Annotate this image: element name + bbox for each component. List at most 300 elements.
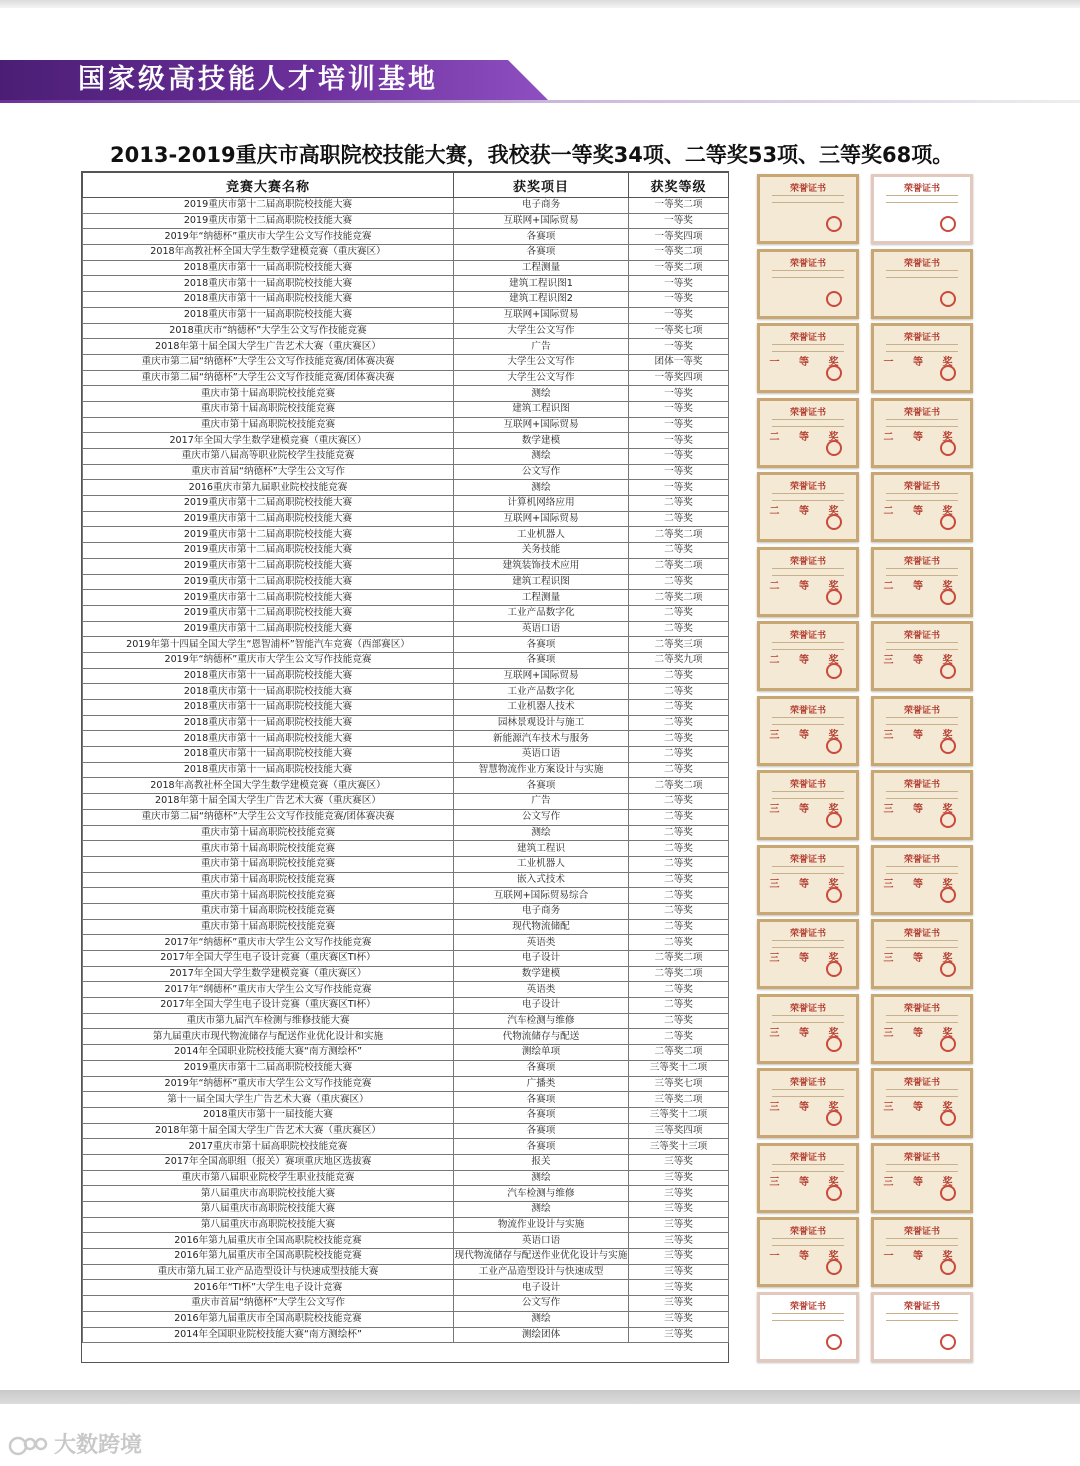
cell-competition-name: 2019重庆市第十二届高职院校技能大赛 [83,574,454,590]
certificate-title: 荣誉证书 [789,705,826,716]
cell-award-level: 一等奖 [629,386,729,402]
cell-award-level: 二等奖 [629,1013,729,1029]
certificate-prize: 一 等 奖 [883,1251,961,1263]
page-headline: 2013-2019重庆市高职院校技能大赛，我校获一等奖34项、二等奖53项、三等奖68项。 [110,143,954,167]
cell-award-level: 三等奖七项 [629,1076,729,1092]
cell-competition-name: 2018年高教社杯全国大学生数学建模竞赛（重庆赛区） [83,778,454,794]
cell-competition-name: 2018重庆市第十一届技能大赛 [83,1107,454,1123]
certificate-thumbnail [871,1292,973,1362]
cell-competition-name: 2019年“纳德杯”重庆市大学生公文写作技能竞赛 [83,652,454,668]
certificate-text-lines [772,344,844,352]
certificate-text-lines [886,344,958,352]
cell-competition-name: 重庆市第十届高职院校技能竞赛 [83,825,454,841]
certificate-prize: 一 等 奖 [769,357,847,369]
certificate-text-lines [772,717,844,725]
certificate-thumbnail [757,696,859,766]
table-row [83,731,729,747]
cell-award-level: 二等奖 [629,794,729,810]
certificate-prize: 三 等 奖 [883,655,961,667]
cell-award-project: 互联网+国际贸易 [454,213,629,229]
cell-award-level: 三等奖 [629,1249,729,1265]
cell-award-project: 各赛项 [454,245,629,261]
awards-table-container [81,171,729,1363]
certificate-thumbnail [871,472,973,542]
cell-award-level: 二等奖 [629,747,729,763]
cell-competition-name: 重庆市第十届高职院校技能竞赛 [83,919,454,935]
table-row [83,1045,729,1061]
cell-competition-name: 第八届重庆市高职院校技能大赛 [83,1217,454,1233]
table-row [83,700,729,716]
cell-award-project: 公文写作 [454,1296,629,1312]
table-row [83,966,729,982]
seal-icon [826,812,842,828]
cell-award-level: 一等奖 [629,464,729,480]
certificate-text-lines [772,195,844,203]
seal-icon [940,216,956,232]
cell-award-project: 工业产品造型设计与快速成型 [454,1264,629,1280]
table-row [83,1029,729,1045]
certificate-thumbnail [871,845,973,915]
cell-competition-name: 2019年“纳德杯”重庆市大学生公文写作技能竞赛 [83,229,454,245]
cell-award-level: 二等奖 [629,762,729,778]
certificate-thumbnail [757,621,859,691]
table-row [83,1264,729,1280]
table-row [83,464,729,480]
cell-award-level: 三等奖 [629,1202,729,1218]
cell-award-level: 二等奖 [629,543,729,559]
cell-competition-name: 2018重庆市第十一届高职院校技能大赛 [83,762,454,778]
cell-award-level: 三等奖 [629,1217,729,1233]
cell-award-level: 三等奖四项 [629,1123,729,1139]
cell-competition-name: 2019重庆市第十二届高职院校技能大赛 [83,1060,454,1076]
cell-award-project: 各赛项 [454,778,629,794]
table-row [83,480,729,496]
certificate-thumbnail [757,547,859,617]
cell-competition-name: 2019重庆市第十二届高职院校技能大赛 [83,198,454,214]
cell-award-project: 互联网+国际贸易 [454,511,629,527]
seal-icon [940,812,956,828]
certificate-title: 荣誉证书 [903,1301,940,1312]
table-row [83,841,729,857]
table-row [83,1170,729,1186]
cell-competition-name: 2014年全国职业院校技能大赛“南方测绘杯” [83,1045,454,1061]
certificate-text-lines [772,270,844,278]
cell-competition-name: 2018年第十届全国大学生广告艺术大赛（重庆赛区） [83,794,454,810]
table-row [83,778,729,794]
certificate-title: 荣誉证书 [789,1227,826,1238]
certificate-thumbnail [757,994,859,1064]
cell-award-project: 英语类 [454,982,629,998]
cell-competition-name: 2019年“纳德杯”重庆市大学生公文写作技能竞赛 [83,1076,454,1092]
certificate-prize: 三 等 奖 [883,1102,961,1114]
table-row [83,1217,729,1233]
cell-award-project: 各赛项 [454,1123,629,1139]
certificate-text-lines [772,642,844,650]
cell-award-level: 二等奖二项 [629,1045,729,1061]
table-row [83,354,729,370]
cell-competition-name: 第八届重庆市高职院校技能大赛 [83,1202,454,1218]
cell-award-project: 现代物流储存与配送作业优化设计与实施 [454,1249,629,1265]
cell-award-level: 三等奖 [629,1264,729,1280]
cell-award-project: 公文写作 [454,809,629,825]
certificate-thumbnail [757,845,859,915]
certificate-thumbnail [757,770,859,840]
cell-competition-name: 重庆市第二届“纳德杯”大学生公文写作技能竞赛/团体赛决赛 [83,354,454,370]
cell-award-level: 三等奖 [629,1280,729,1296]
certificate-text-lines [886,791,958,799]
table-row [83,794,729,810]
cell-award-level: 二等奖九项 [629,652,729,668]
certificate-thumbnail [871,547,973,617]
table-row [83,1060,729,1076]
seal-icon [940,1110,956,1126]
cell-award-level: 二等奖 [629,919,729,935]
cell-competition-name: 2017年全国大学生数学建模竞赛（重庆赛区） [83,966,454,982]
cell-award-project: 数学建模 [454,966,629,982]
cell-award-level: 二等奖 [629,998,729,1014]
cell-competition-name: 2017重庆市第十届高职院校技能竞赛 [83,1139,454,1155]
table-row [83,1202,729,1218]
cell-award-project: 建筑工程识图1 [454,276,629,292]
cell-competition-name: 重庆市第十届高职院校技能竞赛 [83,903,454,919]
top-edge [0,0,1080,8]
certificate-prize: 二 等 奖 [769,655,847,667]
cell-competition-name: 重庆市第十届高职院校技能竞赛 [83,841,454,857]
table-row [83,1311,729,1327]
certificate-prize: 一 等 奖 [883,357,961,369]
cell-competition-name: 2017年全国大学生电子设计竞赛（重庆赛区TI杯） [83,998,454,1014]
certificate-text-lines [772,568,844,576]
cell-award-project: 现代物流储配 [454,919,629,935]
certificate-prize: 二 等 奖 [769,431,847,443]
cell-award-project: 汽车检测与维修 [454,1186,629,1202]
table-row [83,668,729,684]
certificate-text-lines [772,1238,844,1246]
seal-icon [826,1334,842,1350]
cell-award-project: 互联网+国际贸易 [454,307,629,323]
header-competition-name: 竞赛大赛名称 [83,173,454,198]
certificate-text-lines [772,791,844,799]
cell-award-level: 三等奖 [629,1170,729,1186]
certificate-thumbnail [757,472,859,542]
seal-icon [940,887,956,903]
cell-competition-name: 2018年第十届全国大学生广告艺术大赛（重庆赛区） [83,1123,454,1139]
cell-award-project: 建筑工程识图 [454,401,629,417]
seal-icon [826,1185,842,1201]
table-row [83,1154,729,1170]
seal-icon [940,440,956,456]
cell-award-project: 各赛项 [454,1107,629,1123]
cell-award-level: 一等奖 [629,276,729,292]
table-row [83,1280,729,1296]
cell-award-project: 建筑装饰技术应用 [454,558,629,574]
table-row [83,511,729,527]
table-row [83,935,729,951]
seal-icon [826,738,842,754]
table-row [83,527,729,543]
cell-award-project: 广告 [454,794,629,810]
certificate-title: 荣誉证书 [789,258,826,269]
cell-award-level: 一等奖 [629,449,729,465]
cell-award-project: 测绘团体 [454,1327,629,1343]
cell-award-project: 建筑工程识 [454,841,629,857]
seal-icon [826,1036,842,1052]
certificate-title: 荣誉证书 [903,1003,940,1014]
cell-award-project: 建筑工程识图 [454,574,629,590]
certificate-text-lines [886,717,958,725]
cell-award-project: 工程测量 [454,590,629,606]
cell-competition-name: 2018重庆市第十一届高职院校技能大赛 [83,260,454,276]
cell-award-project: 电子设计 [454,1280,629,1296]
cell-award-project: 互联网+国际贸易 [454,668,629,684]
cell-award-project: 工业机器人 [454,527,629,543]
certificate-prize: 二 等 奖 [769,506,847,518]
certificate-prize: 二 等 奖 [883,580,961,592]
cell-competition-name: 2018重庆市第十一届高职院校技能大赛 [83,747,454,763]
table-row [83,762,729,778]
cell-competition-name: 第十一届全国大学生广告艺术大赛（重庆赛区） [83,1092,454,1108]
cell-award-project: 广播类 [454,1076,629,1092]
cell-award-project: 大学生公文写作 [454,354,629,370]
certificate-thumbnail [871,770,973,840]
table-row [83,747,729,763]
table-row [83,605,729,621]
certificate-text-lines [886,493,958,501]
cell-award-project: 电子商务 [454,198,629,214]
cell-award-project: 测绘 [454,1202,629,1218]
cell-award-level: 三等奖 [629,1327,729,1343]
certificate-thumbnail [871,919,973,989]
certificate-text-lines [886,1238,958,1246]
cell-award-project: 各赛项 [454,637,629,653]
awards-table [82,172,729,1343]
seal-icon [940,961,956,977]
certificate-prize: 二 等 奖 [883,431,961,443]
certificate-title: 荣誉证书 [789,482,826,493]
table-row [83,1327,729,1343]
cell-competition-name: 2019重庆市第十二届高职院校技能大赛 [83,558,454,574]
cell-award-level: 二等奖二项 [629,966,729,982]
cell-award-project: 工业机器人技术 [454,700,629,716]
cell-award-level: 二等奖 [629,903,729,919]
seal-icon [826,961,842,977]
table-row [83,433,729,449]
cell-award-level: 二等奖二项 [629,778,729,794]
cell-award-level: 一等奖四项 [629,370,729,386]
certificate-title: 荣誉证书 [789,631,826,642]
seal-icon [940,589,956,605]
cell-award-level: 二等奖二项 [629,527,729,543]
table-row [83,1092,729,1108]
certificate-thumbnail [757,323,859,393]
certificate-thumbnail [871,1143,973,1213]
cell-competition-name: 重庆市第二届“纳德杯”大学生公文写作技能竞赛/团体赛决赛 [83,809,454,825]
cell-competition-name: 2019重庆市第十二届高职院校技能大赛 [83,213,454,229]
cell-competition-name: 2019重庆市第十二届高职院校技能大赛 [83,543,454,559]
cell-competition-name: 2018重庆市第十一届高职院校技能大赛 [83,668,454,684]
table-row [83,652,729,668]
certificate-text-lines [772,493,844,501]
cell-competition-name: 2019年第十四届全国大学生“恩智浦杯”智能汽车竞赛（西部赛区） [83,637,454,653]
cell-competition-name: 重庆市第十届高职院校技能竞赛 [83,872,454,888]
cell-award-project: 智慧物流作业方案设计与实施 [454,762,629,778]
certificate-thumbnail [757,1143,859,1213]
table-row [83,1076,729,1092]
watermark-logo-icon [8,1432,48,1460]
certificate-title: 荣誉证书 [903,333,940,344]
cell-competition-name: 2018年第十届全国大学生广告艺术大赛（重庆赛区） [83,339,454,355]
table-row [83,386,729,402]
table-row [83,872,729,888]
certificate-title: 荣誉证书 [789,333,826,344]
cell-award-level: 一等奖 [629,401,729,417]
table-row [83,982,729,998]
cell-award-project: 测绘单项 [454,1045,629,1061]
cell-award-level: 二等奖 [629,935,729,951]
cell-competition-name: 2019重庆市第十二届高职院校技能大赛 [83,605,454,621]
table-body [83,198,729,1343]
cell-award-project: 建筑工程识图2 [454,292,629,308]
cell-award-project: 互联网+国际贸易综合 [454,888,629,904]
cell-award-project: 新能源汽车技术与服务 [454,731,629,747]
cell-award-project: 工业产品数字化 [454,605,629,621]
certificate-thumbnail [871,1068,973,1138]
certificate-text-lines [886,195,958,203]
certificate-text-lines [886,1164,958,1172]
cell-award-project: 报关 [454,1154,629,1170]
cell-competition-name: 2018重庆市第十一届高职院校技能大赛 [83,684,454,700]
certificate-prize: 二 等 奖 [769,580,847,592]
certificate-thumbnail [871,621,973,691]
seal-icon [940,1334,956,1350]
certificate-title: 荣誉证书 [903,929,940,940]
cell-competition-name: 重庆市第十届高职院校技能竞赛 [83,888,454,904]
cell-competition-name: 2019重庆市第十二届高职院校技能大赛 [83,511,454,527]
cell-award-level: 二等奖 [629,511,729,527]
certificate-title: 荣誉证书 [789,1152,826,1163]
cell-award-project: 各赛项 [454,1060,629,1076]
cell-competition-name: 2018重庆市第十一届高职院校技能大赛 [83,731,454,747]
certificate-text-lines [772,1164,844,1172]
certificate-title: 荣誉证书 [789,929,826,940]
cell-competition-name: 第九届重庆市现代物流储存与配送作业优化设计和实施 [83,1029,454,1045]
cell-award-project: 测绘 [454,480,629,496]
cell-award-level: 二等奖 [629,621,729,637]
cell-competition-name: 2019重庆市第十二届高职院校技能大赛 [83,621,454,637]
table-row [83,919,729,935]
certificate-thumbnail [757,919,859,989]
table-row [83,715,729,731]
certificate-thumbnail [871,174,973,244]
certificate-text-lines [886,1015,958,1023]
cell-competition-name: 2016年第九届重庆市全国高职院校技能竞赛 [83,1233,454,1249]
cell-award-project: 各赛项 [454,1092,629,1108]
cell-award-project: 大学生公文写作 [454,323,629,339]
certificate-text-lines [886,1313,958,1321]
cell-competition-name: 重庆市第九届工业产品造型设计与快速成型技能大赛 [83,1264,454,1280]
cell-competition-name: 重庆市第八届高等职业院校学生技能竞赛 [83,449,454,465]
certificate-title: 荣誉证书 [903,556,940,567]
cell-award-level: 二等奖二项 [629,558,729,574]
certificate-title: 荣誉证书 [903,407,940,418]
seal-icon [940,1036,956,1052]
cell-competition-name: 重庆市第九届汽车检测与维修技能大赛 [83,1013,454,1029]
certificate-prize: 一 等 奖 [769,1251,847,1263]
table-row [83,1249,729,1265]
table-row [83,1296,729,1312]
certificate-prize: 三 等 奖 [883,953,961,965]
cell-award-level: 一等奖 [629,213,729,229]
certificate-thumbnail [757,398,859,468]
cell-competition-name: 2017年全国高职组（报关）赛项重庆地区选拔赛 [83,1154,454,1170]
cell-competition-name: 2016年“TI杯”大学生电子设计竞赛 [83,1280,454,1296]
certificate-thumbnail [757,249,859,319]
cell-award-project: 工业机器人 [454,856,629,872]
table-row [83,998,729,1014]
cell-competition-name: 重庆市第十届高职院校技能竞赛 [83,417,454,433]
certificate-prize: 三 等 奖 [769,1102,847,1114]
cell-competition-name: 重庆市首届“纳德杯”大学生公文写作 [83,464,454,480]
certificate-title: 荣誉证书 [789,780,826,791]
certificate-title: 荣誉证书 [789,184,826,195]
certificate-title: 荣誉证书 [789,1078,826,1089]
cell-award-project: 电子设计 [454,998,629,1014]
certificate-prize: 三 等 奖 [769,729,847,741]
cell-award-level: 一等奖 [629,292,729,308]
certificate-title: 荣誉证书 [903,1227,940,1238]
table-row [83,260,729,276]
cell-award-project: 代物流储存与配送 [454,1029,629,1045]
table-row [83,888,729,904]
cell-award-level: 二等奖 [629,574,729,590]
cell-competition-name: 2016年第九届重庆市全国高职院校技能竞赛 [83,1311,454,1327]
seal-icon [826,440,842,456]
cell-award-level: 三等奖 [629,1154,729,1170]
cell-award-level: 二等奖 [629,731,729,747]
cell-award-level: 一等奖 [629,339,729,355]
table-row [83,1107,729,1123]
table-row [83,558,729,574]
certificate-thumbnail [871,1217,973,1287]
cell-award-project: 工程测量 [454,260,629,276]
table-row [83,417,729,433]
cell-award-project: 测绘 [454,386,629,402]
cell-award-project: 互联网+国际贸易 [454,417,629,433]
certificate-text-lines [886,568,958,576]
cell-award-level: 二等奖二项 [629,951,729,967]
seal-icon [940,291,956,307]
cell-award-project: 大学生公文写作 [454,370,629,386]
cell-award-project: 测绘 [454,1311,629,1327]
table-row [83,292,729,308]
cell-competition-name: 2017年全国大学生数学建模竞赛（重庆赛区） [83,433,454,449]
seal-icon [826,365,842,381]
seal-icon [826,1259,842,1275]
certificate-prize: 三 等 奖 [769,878,847,890]
certificate-text-lines [772,866,844,874]
cell-competition-name: 重庆市首届“纳德杯”大学生公文写作 [83,1296,454,1312]
cell-competition-name: 重庆市第十届高职院校技能竞赛 [83,401,454,417]
seal-icon [826,887,842,903]
table-row [83,339,729,355]
cell-competition-name: 2018重庆市第十一届高职院校技能大赛 [83,715,454,731]
certificate-prize: 三 等 奖 [769,1027,847,1039]
cell-award-level: 三等奖 [629,1186,729,1202]
cell-award-level: 二等奖 [629,872,729,888]
table-row [83,1123,729,1139]
cell-competition-name: 2018重庆市第十一届高职院校技能大赛 [83,292,454,308]
cell-award-level: 二等奖三项 [629,637,729,653]
